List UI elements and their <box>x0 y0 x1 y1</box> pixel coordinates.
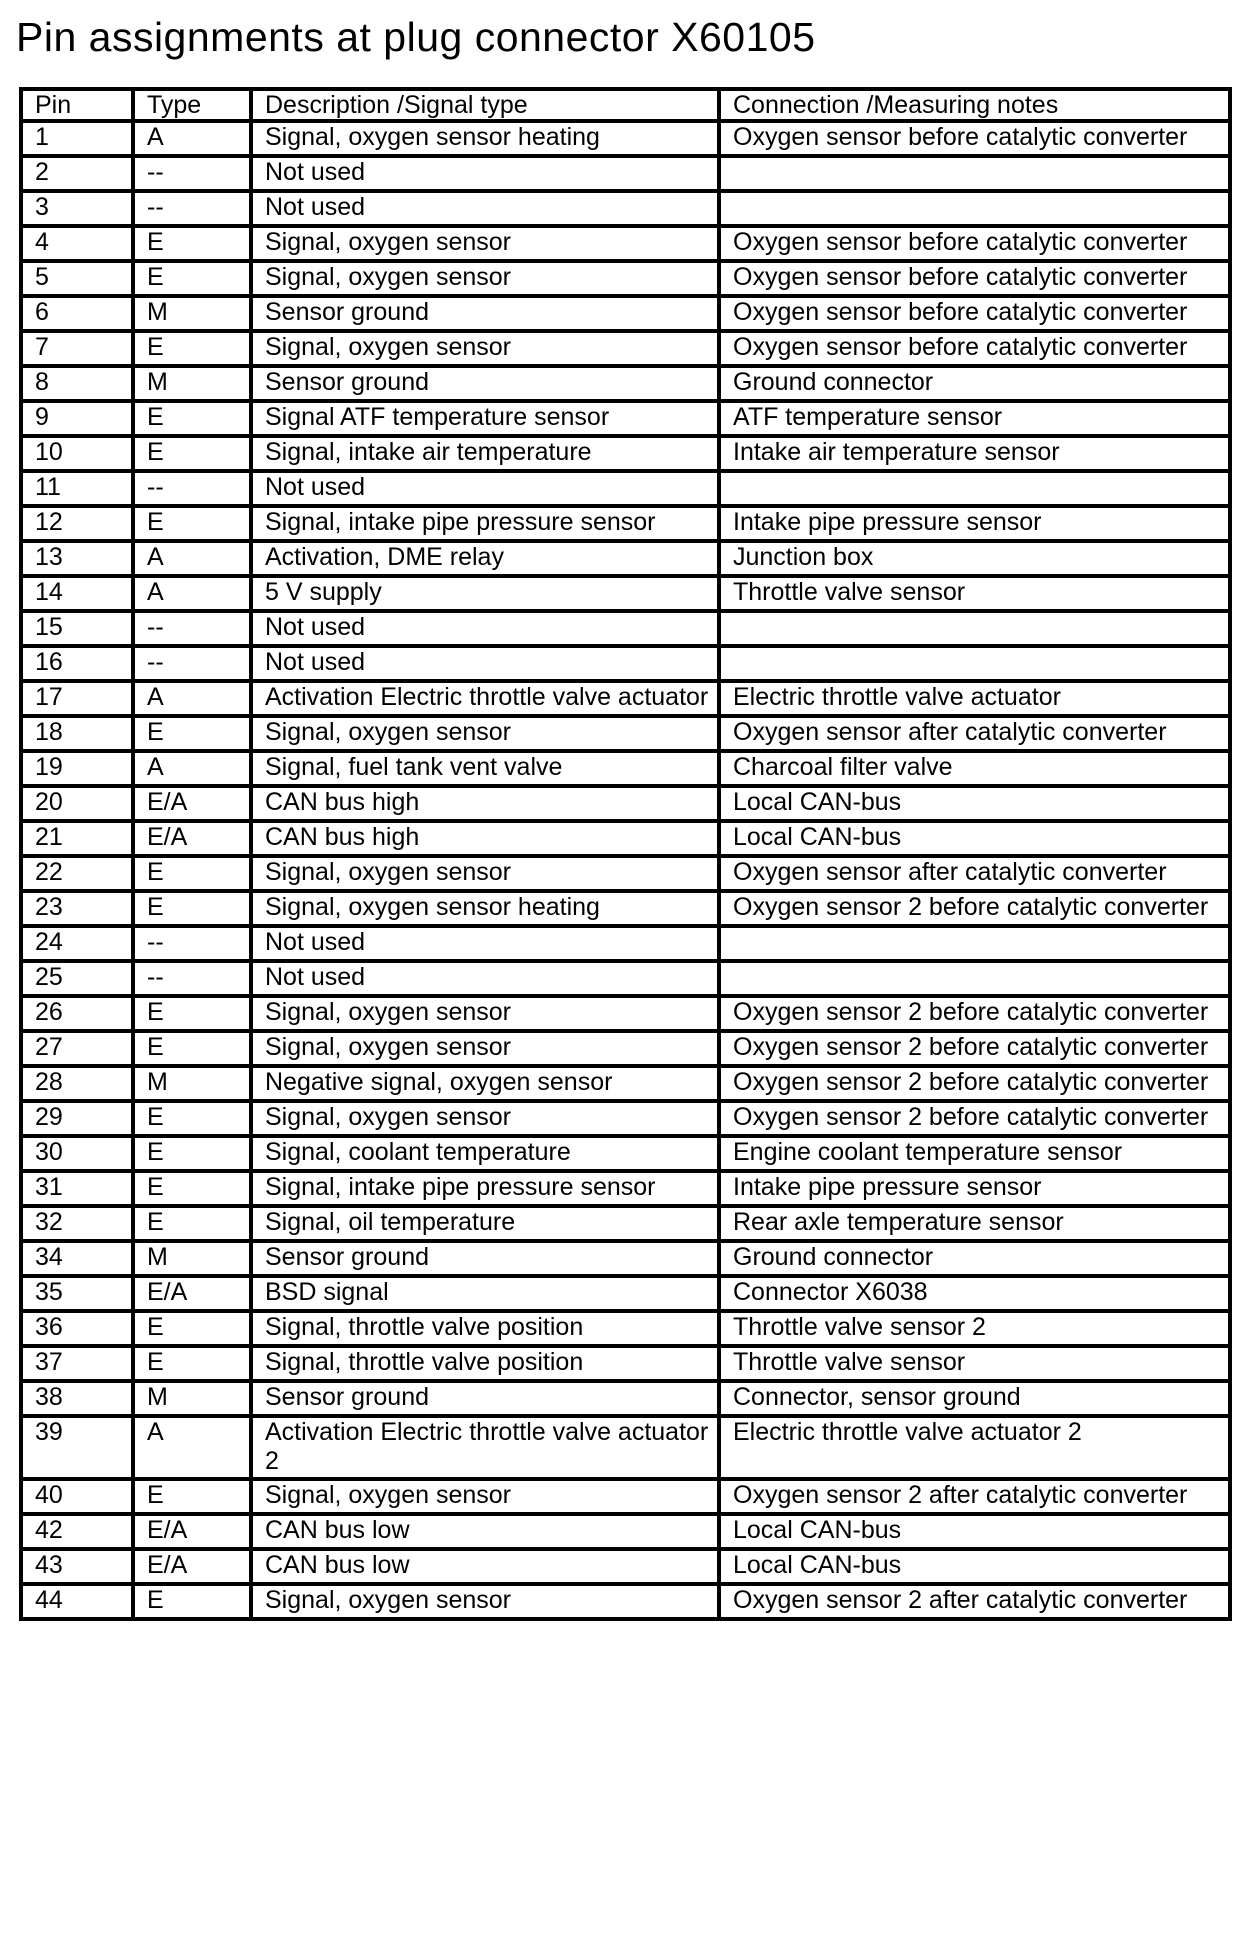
cell-pin: 14 <box>21 576 133 611</box>
cell-connection: Rear axle temperature sensor <box>719 1206 1230 1241</box>
cell-connection: Intake pipe pressure sensor <box>719 506 1230 541</box>
cell-description: Signal, intake pipe pressure sensor <box>251 506 719 541</box>
table-row <box>21 1136 1230 1171</box>
table-row <box>21 611 1230 646</box>
header-pin: Pin <box>21 89 133 121</box>
cell-connection <box>719 961 1230 996</box>
cell-pin: 17 <box>21 681 133 716</box>
cell-connection: Junction box <box>719 541 1230 576</box>
cell-pin: 11 <box>21 471 133 506</box>
cell-description: Signal, oxygen sensor <box>251 996 719 1031</box>
table-row <box>21 1479 1230 1514</box>
cell-description: Signal, oxygen sensor heating <box>251 121 719 156</box>
cell-description: Not used <box>251 471 719 506</box>
cell-connection: Electric throttle valve actuator 2 <box>719 1416 1230 1479</box>
cell-pin: 24 <box>21 926 133 961</box>
cell-connection: Oxygen sensor 2 before catalytic converter <box>719 1066 1230 1101</box>
cell-pin: 16 <box>21 646 133 681</box>
cell-pin: 6 <box>21 296 133 331</box>
cell-pin: 8 <box>21 366 133 401</box>
cell-connection: Oxygen sensor after catalytic converter <box>719 856 1230 891</box>
cell-connection: Ground connector <box>719 1241 1230 1276</box>
cell-type: E/A <box>133 821 251 856</box>
table-row <box>21 156 1230 191</box>
cell-description: Signal, oxygen sensor <box>251 716 719 751</box>
cell-description: Signal, oxygen sensor <box>251 261 719 296</box>
cell-type: E <box>133 891 251 926</box>
cell-description: Activation, DME relay <box>251 541 719 576</box>
table-row <box>21 1066 1230 1101</box>
cell-pin: 19 <box>21 751 133 786</box>
cell-type: E <box>133 996 251 1031</box>
cell-description: Not used <box>251 926 719 961</box>
cell-type: A <box>133 121 251 156</box>
cell-type: E/A <box>133 1549 251 1584</box>
cell-pin: 4 <box>21 226 133 261</box>
table-row <box>21 541 1230 576</box>
cell-type: E <box>133 1171 251 1206</box>
cell-type: A <box>133 576 251 611</box>
cell-pin: 20 <box>21 786 133 821</box>
cell-type: E <box>133 1206 251 1241</box>
cell-description: Not used <box>251 191 719 226</box>
cell-connection: Oxygen sensor 2 before catalytic converter <box>719 1031 1230 1066</box>
cell-pin: 18 <box>21 716 133 751</box>
cell-description: 5 V supply <box>251 576 719 611</box>
cell-description: Not used <box>251 611 719 646</box>
table-row <box>21 786 1230 821</box>
cell-description: Signal, coolant temperature <box>251 1136 719 1171</box>
page-title: Pin assignments at plug connector X60105 <box>16 14 816 60</box>
table-row <box>21 891 1230 926</box>
cell-type: M <box>133 1381 251 1416</box>
table-row <box>21 576 1230 611</box>
cell-pin: 44 <box>21 1584 133 1619</box>
table-row <box>21 191 1230 226</box>
cell-connection: Oxygen sensor before catalytic converter <box>719 261 1230 296</box>
table-row <box>21 1346 1230 1381</box>
cell-description: Not used <box>251 156 719 191</box>
table-row <box>21 856 1230 891</box>
cell-type: -- <box>133 191 251 226</box>
cell-pin: 39 <box>21 1416 133 1479</box>
cell-connection: Oxygen sensor 2 before catalytic converter <box>719 996 1230 1031</box>
table-row <box>21 1381 1230 1416</box>
cell-description: Signal, intake air temperature <box>251 436 719 471</box>
cell-type: A <box>133 681 251 716</box>
cell-connection: Intake air temperature sensor <box>719 436 1230 471</box>
cell-connection: Oxygen sensor before catalytic converter <box>719 226 1230 261</box>
table-header-row <box>21 89 1230 121</box>
cell-connection: Local CAN-bus <box>719 786 1230 821</box>
cell-pin: 42 <box>21 1514 133 1549</box>
cell-type: M <box>133 1241 251 1276</box>
cell-type: -- <box>133 926 251 961</box>
cell-connection: Oxygen sensor 2 after catalytic converter <box>719 1584 1230 1619</box>
cell-description: Signal, oil temperature <box>251 1206 719 1241</box>
cell-pin: 12 <box>21 506 133 541</box>
cell-type: M <box>133 1066 251 1101</box>
cell-type: A <box>133 1416 251 1479</box>
cell-connection <box>719 156 1230 191</box>
cell-connection: Engine coolant temperature sensor <box>719 1136 1230 1171</box>
cell-connection: Oxygen sensor before catalytic converter <box>719 331 1230 366</box>
cell-type: -- <box>133 646 251 681</box>
cell-type: E/A <box>133 1276 251 1311</box>
cell-description: Signal, intake pipe pressure sensor <box>251 1171 719 1206</box>
cell-type: E <box>133 261 251 296</box>
cell-connection: Throttle valve sensor 2 <box>719 1311 1230 1346</box>
cell-pin: 2 <box>21 156 133 191</box>
cell-pin: 3 <box>21 191 133 226</box>
cell-description: CAN bus high <box>251 786 719 821</box>
cell-type: -- <box>133 961 251 996</box>
table-row <box>21 1206 1230 1241</box>
table-row <box>21 646 1230 681</box>
cell-description: Sensor ground <box>251 366 719 401</box>
table-row <box>21 121 1230 156</box>
table-row <box>21 1311 1230 1346</box>
cell-type: M <box>133 366 251 401</box>
cell-pin: 38 <box>21 1381 133 1416</box>
cell-connection: Local CAN-bus <box>719 1549 1230 1584</box>
cell-connection: ATF temperature sensor <box>719 401 1230 436</box>
cell-pin: 10 <box>21 436 133 471</box>
cell-pin: 30 <box>21 1136 133 1171</box>
cell-type: E <box>133 856 251 891</box>
table-row <box>21 1241 1230 1276</box>
cell-description: BSD signal <box>251 1276 719 1311</box>
table-row <box>21 996 1230 1031</box>
cell-description: Sensor ground <box>251 296 719 331</box>
cell-description: CAN bus high <box>251 821 719 856</box>
cell-connection: Ground connector <box>719 366 1230 401</box>
cell-pin: 37 <box>21 1346 133 1381</box>
cell-type: E/A <box>133 786 251 821</box>
cell-pin: 43 <box>21 1549 133 1584</box>
table-row <box>21 261 1230 296</box>
cell-description: Signal ATF temperature sensor <box>251 401 719 436</box>
cell-description: Signal, throttle valve position <box>251 1311 719 1346</box>
cell-description: Signal, oxygen sensor <box>251 331 719 366</box>
table-row <box>21 471 1230 506</box>
cell-connection: Electric throttle valve actuator <box>719 681 1230 716</box>
cell-type: E <box>133 436 251 471</box>
table-row <box>21 296 1230 331</box>
cell-connection <box>719 471 1230 506</box>
cell-pin: 32 <box>21 1206 133 1241</box>
cell-connection: Throttle valve sensor <box>719 576 1230 611</box>
cell-description: Signal, oxygen sensor <box>251 856 719 891</box>
cell-connection <box>719 611 1230 646</box>
cell-pin: 13 <box>21 541 133 576</box>
pin-assignment-table <box>19 87 1232 1621</box>
cell-pin: 1 <box>21 121 133 156</box>
cell-type: A <box>133 541 251 576</box>
table-row <box>21 961 1230 996</box>
table-row <box>21 1416 1230 1479</box>
cell-connection <box>719 646 1230 681</box>
table-row <box>21 436 1230 471</box>
cell-pin: 25 <box>21 961 133 996</box>
table-row <box>21 1514 1230 1549</box>
cell-pin: 29 <box>21 1101 133 1136</box>
table-row <box>21 1171 1230 1206</box>
cell-type: -- <box>133 611 251 646</box>
table-row <box>21 821 1230 856</box>
cell-connection <box>719 926 1230 961</box>
table-row <box>21 366 1230 401</box>
table-body <box>21 121 1230 1619</box>
cell-type: E <box>133 1136 251 1171</box>
cell-type: E <box>133 226 251 261</box>
cell-description: Signal, throttle valve position <box>251 1346 719 1381</box>
cell-pin: 31 <box>21 1171 133 1206</box>
cell-connection: Oxygen sensor 2 before catalytic converter <box>719 1101 1230 1136</box>
cell-description: CAN bus low <box>251 1549 719 1584</box>
cell-pin: 21 <box>21 821 133 856</box>
header-type: Type <box>133 89 251 121</box>
cell-description: Signal, oxygen sensor <box>251 1101 719 1136</box>
cell-description: Activation Electric throttle valve actuator <box>251 681 719 716</box>
cell-pin: 22 <box>21 856 133 891</box>
table-row <box>21 926 1230 961</box>
cell-pin: 27 <box>21 1031 133 1066</box>
table-row <box>21 1101 1230 1136</box>
cell-pin: 5 <box>21 261 133 296</box>
table-row <box>21 331 1230 366</box>
cell-type: E/A <box>133 1514 251 1549</box>
cell-description: Sensor ground <box>251 1241 719 1276</box>
table-row <box>21 1584 1230 1619</box>
table-row <box>21 506 1230 541</box>
cell-type: E <box>133 1101 251 1136</box>
cell-type: A <box>133 751 251 786</box>
cell-connection: Local CAN-bus <box>719 1514 1230 1549</box>
cell-type: E <box>133 1031 251 1066</box>
cell-description: Negative signal, oxygen sensor <box>251 1066 719 1101</box>
cell-connection <box>719 191 1230 226</box>
table-row <box>21 226 1230 261</box>
cell-type: E <box>133 716 251 751</box>
cell-type: E <box>133 1346 251 1381</box>
cell-connection: Throttle valve sensor <box>719 1346 1230 1381</box>
cell-description: Signal, fuel tank vent valve <box>251 751 719 786</box>
cell-pin: 28 <box>21 1066 133 1101</box>
cell-connection: Connector X6038 <box>719 1276 1230 1311</box>
cell-type: E <box>133 1311 251 1346</box>
cell-pin: 26 <box>21 996 133 1031</box>
cell-type: E <box>133 401 251 436</box>
cell-description: Signal, oxygen sensor heating <box>251 891 719 926</box>
cell-type: E <box>133 506 251 541</box>
cell-connection: Charcoal filter valve <box>719 751 1230 786</box>
cell-pin: 7 <box>21 331 133 366</box>
cell-type: E <box>133 331 251 366</box>
cell-description: Not used <box>251 646 719 681</box>
cell-type: E <box>133 1584 251 1619</box>
table-row <box>21 1031 1230 1066</box>
cell-description: Signal, oxygen sensor <box>251 1584 719 1619</box>
cell-description: Signal, oxygen sensor <box>251 226 719 261</box>
cell-type: M <box>133 296 251 331</box>
cell-connection: Oxygen sensor before catalytic converter <box>719 296 1230 331</box>
header-description: Description /Signal type <box>251 89 719 121</box>
cell-pin: 15 <box>21 611 133 646</box>
header-connection: Connection /Measuring notes <box>719 89 1230 121</box>
cell-connection: Oxygen sensor before catalytic converter <box>719 121 1230 156</box>
cell-connection: Connector, sensor ground <box>719 1381 1230 1416</box>
cell-type: E <box>133 1479 251 1514</box>
cell-type: -- <box>133 156 251 191</box>
cell-description: Signal, oxygen sensor <box>251 1031 719 1066</box>
cell-pin: 34 <box>21 1241 133 1276</box>
cell-connection: Intake pipe pressure sensor <box>719 1171 1230 1206</box>
cell-type: -- <box>133 471 251 506</box>
cell-description: Activation Electric throttle valve actuator 2 <box>251 1416 719 1479</box>
table-row <box>21 681 1230 716</box>
table-row <box>21 1276 1230 1311</box>
cell-pin: 36 <box>21 1311 133 1346</box>
cell-pin: 9 <box>21 401 133 436</box>
cell-description: CAN bus low <box>251 1514 719 1549</box>
cell-description: Signal, oxygen sensor <box>251 1479 719 1514</box>
cell-pin: 35 <box>21 1276 133 1311</box>
cell-description: Sensor ground <box>251 1381 719 1416</box>
table-row <box>21 1549 1230 1584</box>
table-row <box>21 716 1230 751</box>
cell-connection: Oxygen sensor 2 after catalytic converter <box>719 1479 1230 1514</box>
cell-connection: Oxygen sensor 2 before catalytic converter <box>719 891 1230 926</box>
cell-description: Not used <box>251 961 719 996</box>
cell-pin: 23 <box>21 891 133 926</box>
cell-pin: 40 <box>21 1479 133 1514</box>
table-row <box>21 401 1230 436</box>
table-row <box>21 751 1230 786</box>
cell-connection: Local CAN-bus <box>719 821 1230 856</box>
cell-connection: Oxygen sensor after catalytic converter <box>719 716 1230 751</box>
